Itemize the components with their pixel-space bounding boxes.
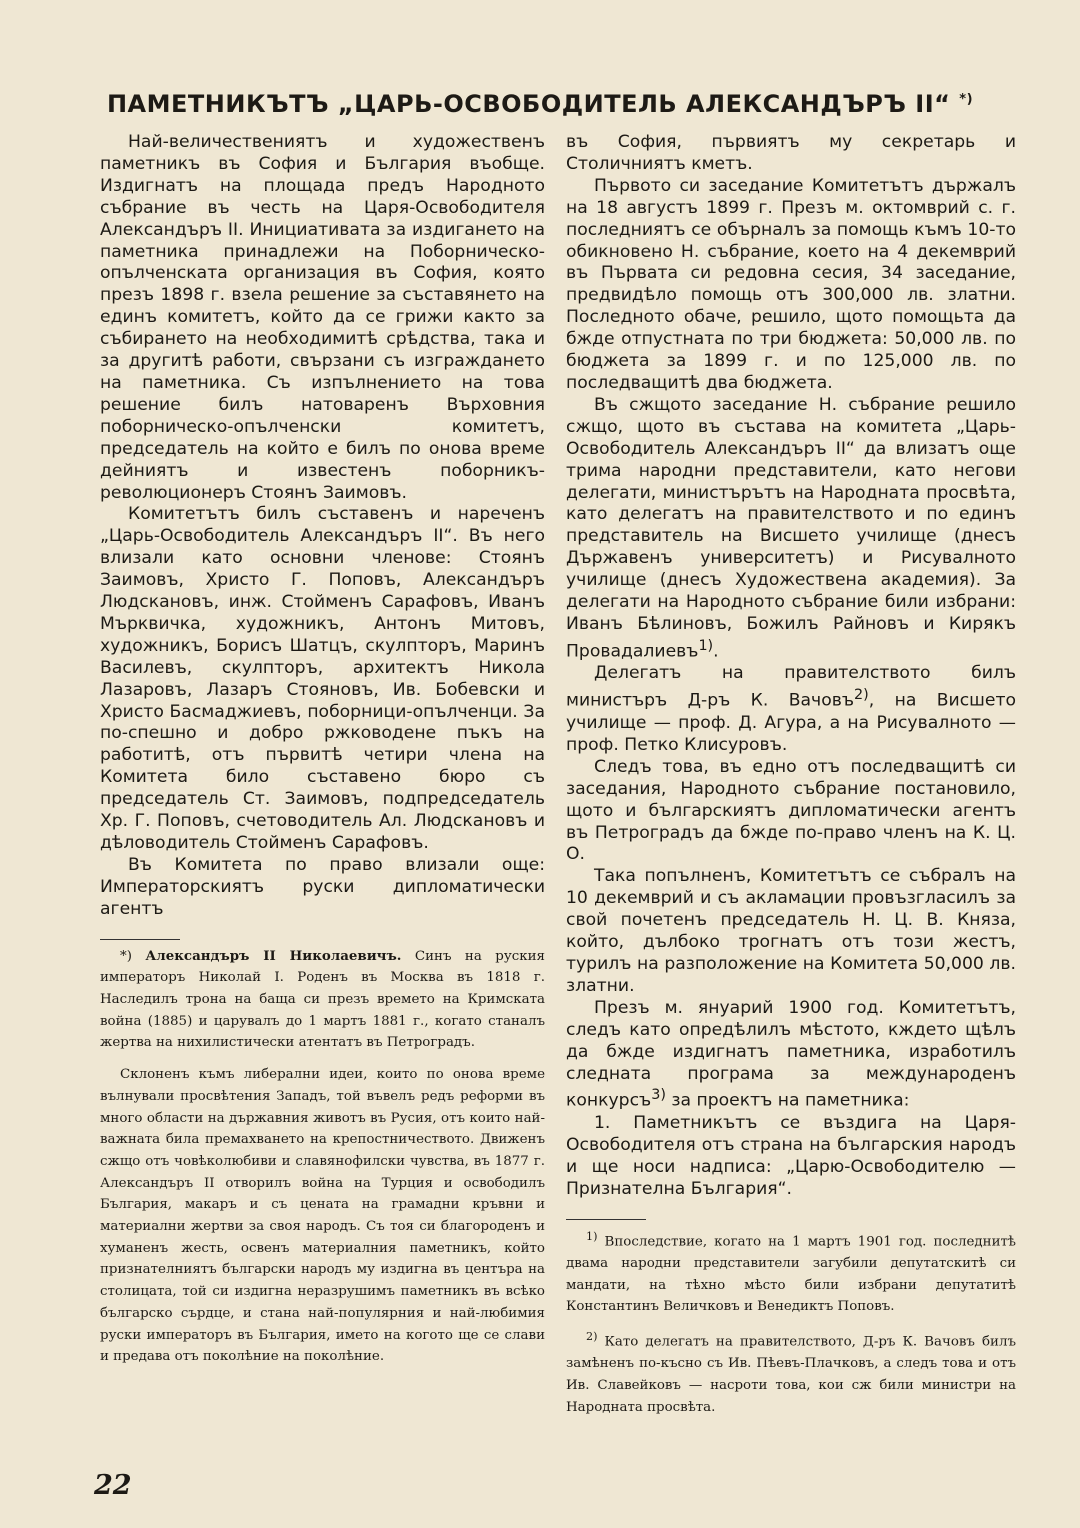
paragraph: Така попълненъ, Комитетътъ се събралъ на 10 декемврий и съ акламации провъзгласилъ за свой почетенъ председатель Н. Ц. В. Княза, който, дълбоко трогнатъ отъ този жестъ, турилъ на разположение на Комитета 50,000 лв. златни. [566, 866, 1016, 996]
paragraph: въ София, първиятъ му секретарь и Столичниятъ кметъ. [566, 132, 1016, 174]
title-footnote-mark: *) [959, 92, 974, 107]
footnote-paragraph [566, 1326, 1016, 1418]
footnote-ref: 2) [854, 687, 869, 704]
footnote-mark: 1) [586, 1229, 598, 1243]
paragraph-text: , на Висшето училище — проф. Д. Агура, а на Рисувалното — проф. Петко Клисуровъ. [566, 691, 1016, 755]
paragraph: Комитетътъ билъ съставенъ и нареченъ „Царь-Освободитель Александъръ II“. Въ него влизали като основни членове: Стоянъ Заимовъ, Христо Г. Поповъ, Александъръ Людскановъ, инж. Стойменъ Сарафовъ, Иванъ Мърквичка, художникъ, Антонъ Митовъ, художникъ, Борисъ Шатцъ, скулпторъ, Маринъ Василевъ, скулпторъ, архитектъ Никола Лазаровъ, Лазаръ Стояновъ, Ив. Бобевски и Христо Басмаджиевъ, поборници-опълченци. За по-спешно и добро ржководене пъкъ на работитѣ, отъ първитѣ четири члена на Комитета било съставено бюро съ председатель Ст. Заимовъ, подпредседатель Хр. Г. Поповъ, счетоводитель Ал. Людскановъ и дѣловодитель Стойменъ Сарафовъ. [100, 504, 545, 853]
paragraph: Най-величествениятъ и художественъ паметникъ въ София и България въобще. Издигнатъ на площада предъ Народното събрание въ честь на Царя-Освободителя Александъръ II. Инициативата за издигането на паметника принадлежи на Поборническо-опълченската организация въ София, която презъ 1898 г. взела решение за съставянето на единъ комитетъ, който да се грижи както за събирането на необходимитѣ срѣдства, така и за другитѣ работи, свързани съ изграждането на паметника. Съ изпълнението на това решение билъ натоваренъ Върховния поборническо-опълченски комитетъ, председатель на който е билъ по онова време дейниятъ и известенъ поборникъ-революционеръ Стоянъ Заимовъ. [100, 132, 545, 503]
paragraph: Въ Комитета по право влизали още: Императорскиятъ руски дипломатически агентъ [100, 854, 545, 919]
footnote-text: Като делегатъ на правителството, Д-ръ К. Вачовъ билъ замѣненъ по-късно съ Ив. Пѣевъ-Плачковъ, а следъ това и отъ Ив. Славейковъ — насроти това, кои сж били министри на Народната просвѣта. [566, 1334, 1016, 1415]
paragraph-text: Въ сжщото заседание Н. събрание решило сжщо, щото въ състава на комитета „Царь-Освободитель Александъръ II“ да влизатъ още трима народни представители, като негови делегати, министърътъ на Народната просвѣта, като делегатъ на правителството и по единъ представитель на Висшето училище (днесъ Държавенъ университетъ) и Рисувалното училище (днесъ Художествена академия). За делегати на Народното събрание били избрани: Иванъ Бѣлиновъ, Божилъ Райновъ и Кирякъ Провадалиевъ [566, 394, 1016, 662]
left-column [100, 132, 545, 1368]
paragraph-text: за проектъ на паметника: [665, 1091, 910, 1112]
paragraph: 1. Паметникътъ се въздига на Царя-Освободителя отъ страна на българския народъ и ще носи надписа: „Царю-Освободителю — Признателна България“. [566, 1113, 1016, 1199]
paragraph-text: Делегатъ на правителството билъ министъръ Д-ръ К. Вачовъ [566, 663, 1016, 712]
footnote-text: Впоследствие, когато на 1 мартъ 1901 год. последнитѣ двама народни представители загубили депутатскитѣ си мандати, на тѣхно мѣсто били избрани депутатитѣ Константинъ Величковъ и Венедиктъ Поповъ. [566, 1234, 1016, 1315]
footnote-block [566, 1226, 1016, 1419]
footnote-paragraph [100, 946, 545, 1055]
footnote-block [100, 946, 545, 1368]
footnote-mark: *) [120, 948, 132, 964]
footnote-name: Александъръ II Николаевичъ. [145, 947, 402, 964]
right-column [566, 132, 1016, 1418]
footnote-paragraph: Склоненъ къмъ либерални идеи, които по онова време вълнували просвѣтения Западъ, той въвелъ редъ реформи въ много области на държавния животъ въ Русия, отъ които най-важната била премахването на крепостничеството. Движенъ сжщо отъ човѣколюбиви и славянофилски чувства, въ 1877 г. Александъръ II отворилъ война на Турция и освободилъ България, макаръ и съ цената на грамадни кръвни и материални жертви за своя народъ. Съ тоя си благороденъ и хуманенъ жесть, освенъ материалния паметникъ, който признателниятъ български народъ му издигна въ центъра на столицата, той си издигна неразрушимъ паметникъ въ всѣко българско сърдце, и стана най-популярния и най-любимия руски императоръ въ България, името на когото ще се слави и предава отъ поколѣние на поколѣние. [100, 1067, 545, 1365]
paragraph [566, 663, 1016, 756]
paragraph [566, 998, 1016, 1113]
paragraph [566, 395, 1016, 664]
title-text: ПАМЕТНИКЪТЪ „ЦАРЬ-ОСВОБОДИТЕЛЬ АЛЕКСАНДЪРЪ II“ [106, 90, 951, 118]
page-number: 22 [94, 1470, 132, 1501]
paragraph-end: . [713, 641, 719, 662]
paragraph: Първото си заседание Комитетътъ държалъ на 18 августъ 1899 г. Презъ м. октомврий с. г. последниятъ се обърналъ за помощь къмъ 10-то обикновено Н. събрание, което на 4 декемврий въ Първата си редовна сесия, 34 заседание, предвидѣло помощь отъ 300,000 лв. златни. Последното обаче, решило, щото помощьта да бжде отпустната по три бюджета: 50,000 лв. по бюджета за 1899 г. и по 125,000 лв. по последващитѣ два бюджета. [566, 175, 1016, 393]
paragraph-text: Презъ м. януарий 1900 год. Комитетътъ, следъ като опредѣлилъ мѣстото, кждето щѣлъ да бжде издигнатъ паметника, изработилъ следната програма за международенъ конкурсъ [566, 997, 1016, 1112]
footnote-divider [566, 1219, 646, 1220]
footnote-divider [100, 939, 180, 940]
article-title [0, 90, 1080, 118]
footnote-ref: 3) [651, 1087, 666, 1104]
footnote-ref: 1) [698, 637, 714, 654]
footnote-paragraph [566, 1226, 1016, 1318]
footnote-mark: 2) [586, 1329, 598, 1343]
paragraph: Следъ това, въ едно отъ последващитѣ си заседания, Народното събрание постановило, щото и българскиятъ дипломатически агентъ въ Петроградъ да бжде по-право членъ на К. Ц. О. [566, 756, 1016, 865]
footnote-text: Синъ на руския императоръ Николай I. Роденъ въ Москва въ 1818 г. Наследилъ трона на баща си презъ времето на Кримската война (1885) и царувалъ до 1 мартъ 1881 г., когато станалъ жертва на нихилистически атентатъ въ Петроградъ. [100, 948, 545, 1051]
